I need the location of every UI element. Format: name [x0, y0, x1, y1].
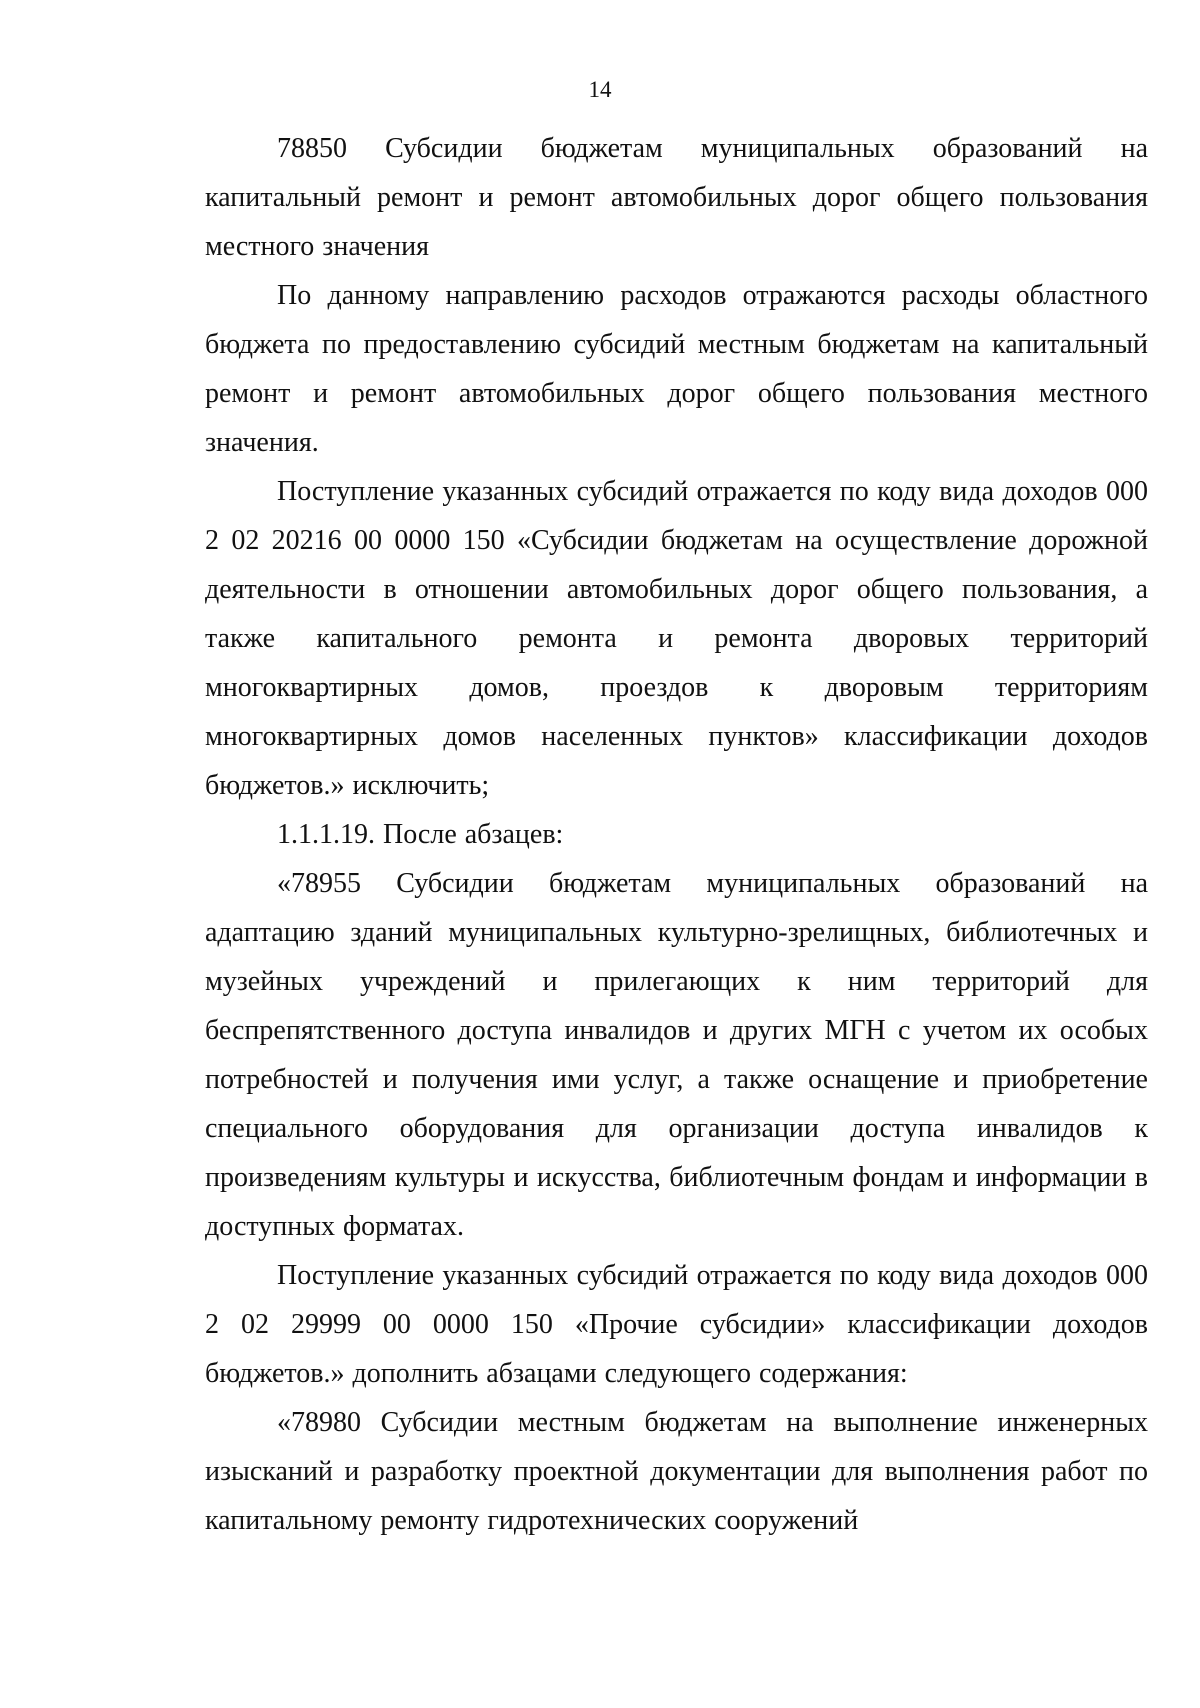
paragraph-78955-heading: «78955 Субсидии бюджетам муниципальных образований на адаптацию зданий муниципальных культурно-зрелищных, библиотечных и музейных учреждений и прилегающих к ним территорий для беспрепятственного доступа инвалидов и других МГН с учетом их особых потребностей и получения ими услуг, а также оснащение и приобретение специального оборудования для организации доступа инвалидов к произведениям культуры и искусства, библиотечным фондам и информации в доступных форматах. — [205, 868, 1148, 1242]
paragraph-78980-heading: «78980 Субсидии местным бюджетам на выполнение инженерных изысканий и разработку проектной документации для выполнения работ по капитальному ремонту гидротехнических сооружений — [205, 1407, 1148, 1536]
paragraph-item-1-1-1-19: 1.1.1.19. После абзацев: — [277, 819, 564, 850]
document-body — [205, 124, 1148, 1545]
paragraph-78850-description: По данному направлению расходов отражаются расходы областного бюджета по предоставлению субсидий местным бюджетам на капитальный ремонт и ремонт автомобильных дорог общего пользования местного значения. — [205, 280, 1148, 458]
paragraph-78955-revenue-code: Поступление указанных субсидий отражается по коду вида доходов 000 2 02 29999 00 0000 150 «Прочие субсидии» классификации доходов бюджетов.» дополнить абзацами следующего содержания: — [205, 1260, 1148, 1389]
page-number: 14 — [588, 77, 612, 102]
paragraph-78850-revenue-code: Поступление указанных субсидий отражается по коду вида доходов 000 2 02 20216 00 0000 150 «Субсидии бюджетам на осуществление дорожной деятельности в отношении автомобильных дорог общего пользования, а также капитального ремонта и ремонта дворовых территорий многоквартирных домов, проездов к дворовым территориям многоквартирных домов населенных пунктов» классификации доходов бюджетов.» исключить; — [205, 476, 1148, 801]
paragraph-78850-heading: 78850 Субсидии бюджетам муниципальных образований на капитальный ремонт и ремонт автомобильных дорог общего пользования местного значения — [205, 133, 1148, 262]
